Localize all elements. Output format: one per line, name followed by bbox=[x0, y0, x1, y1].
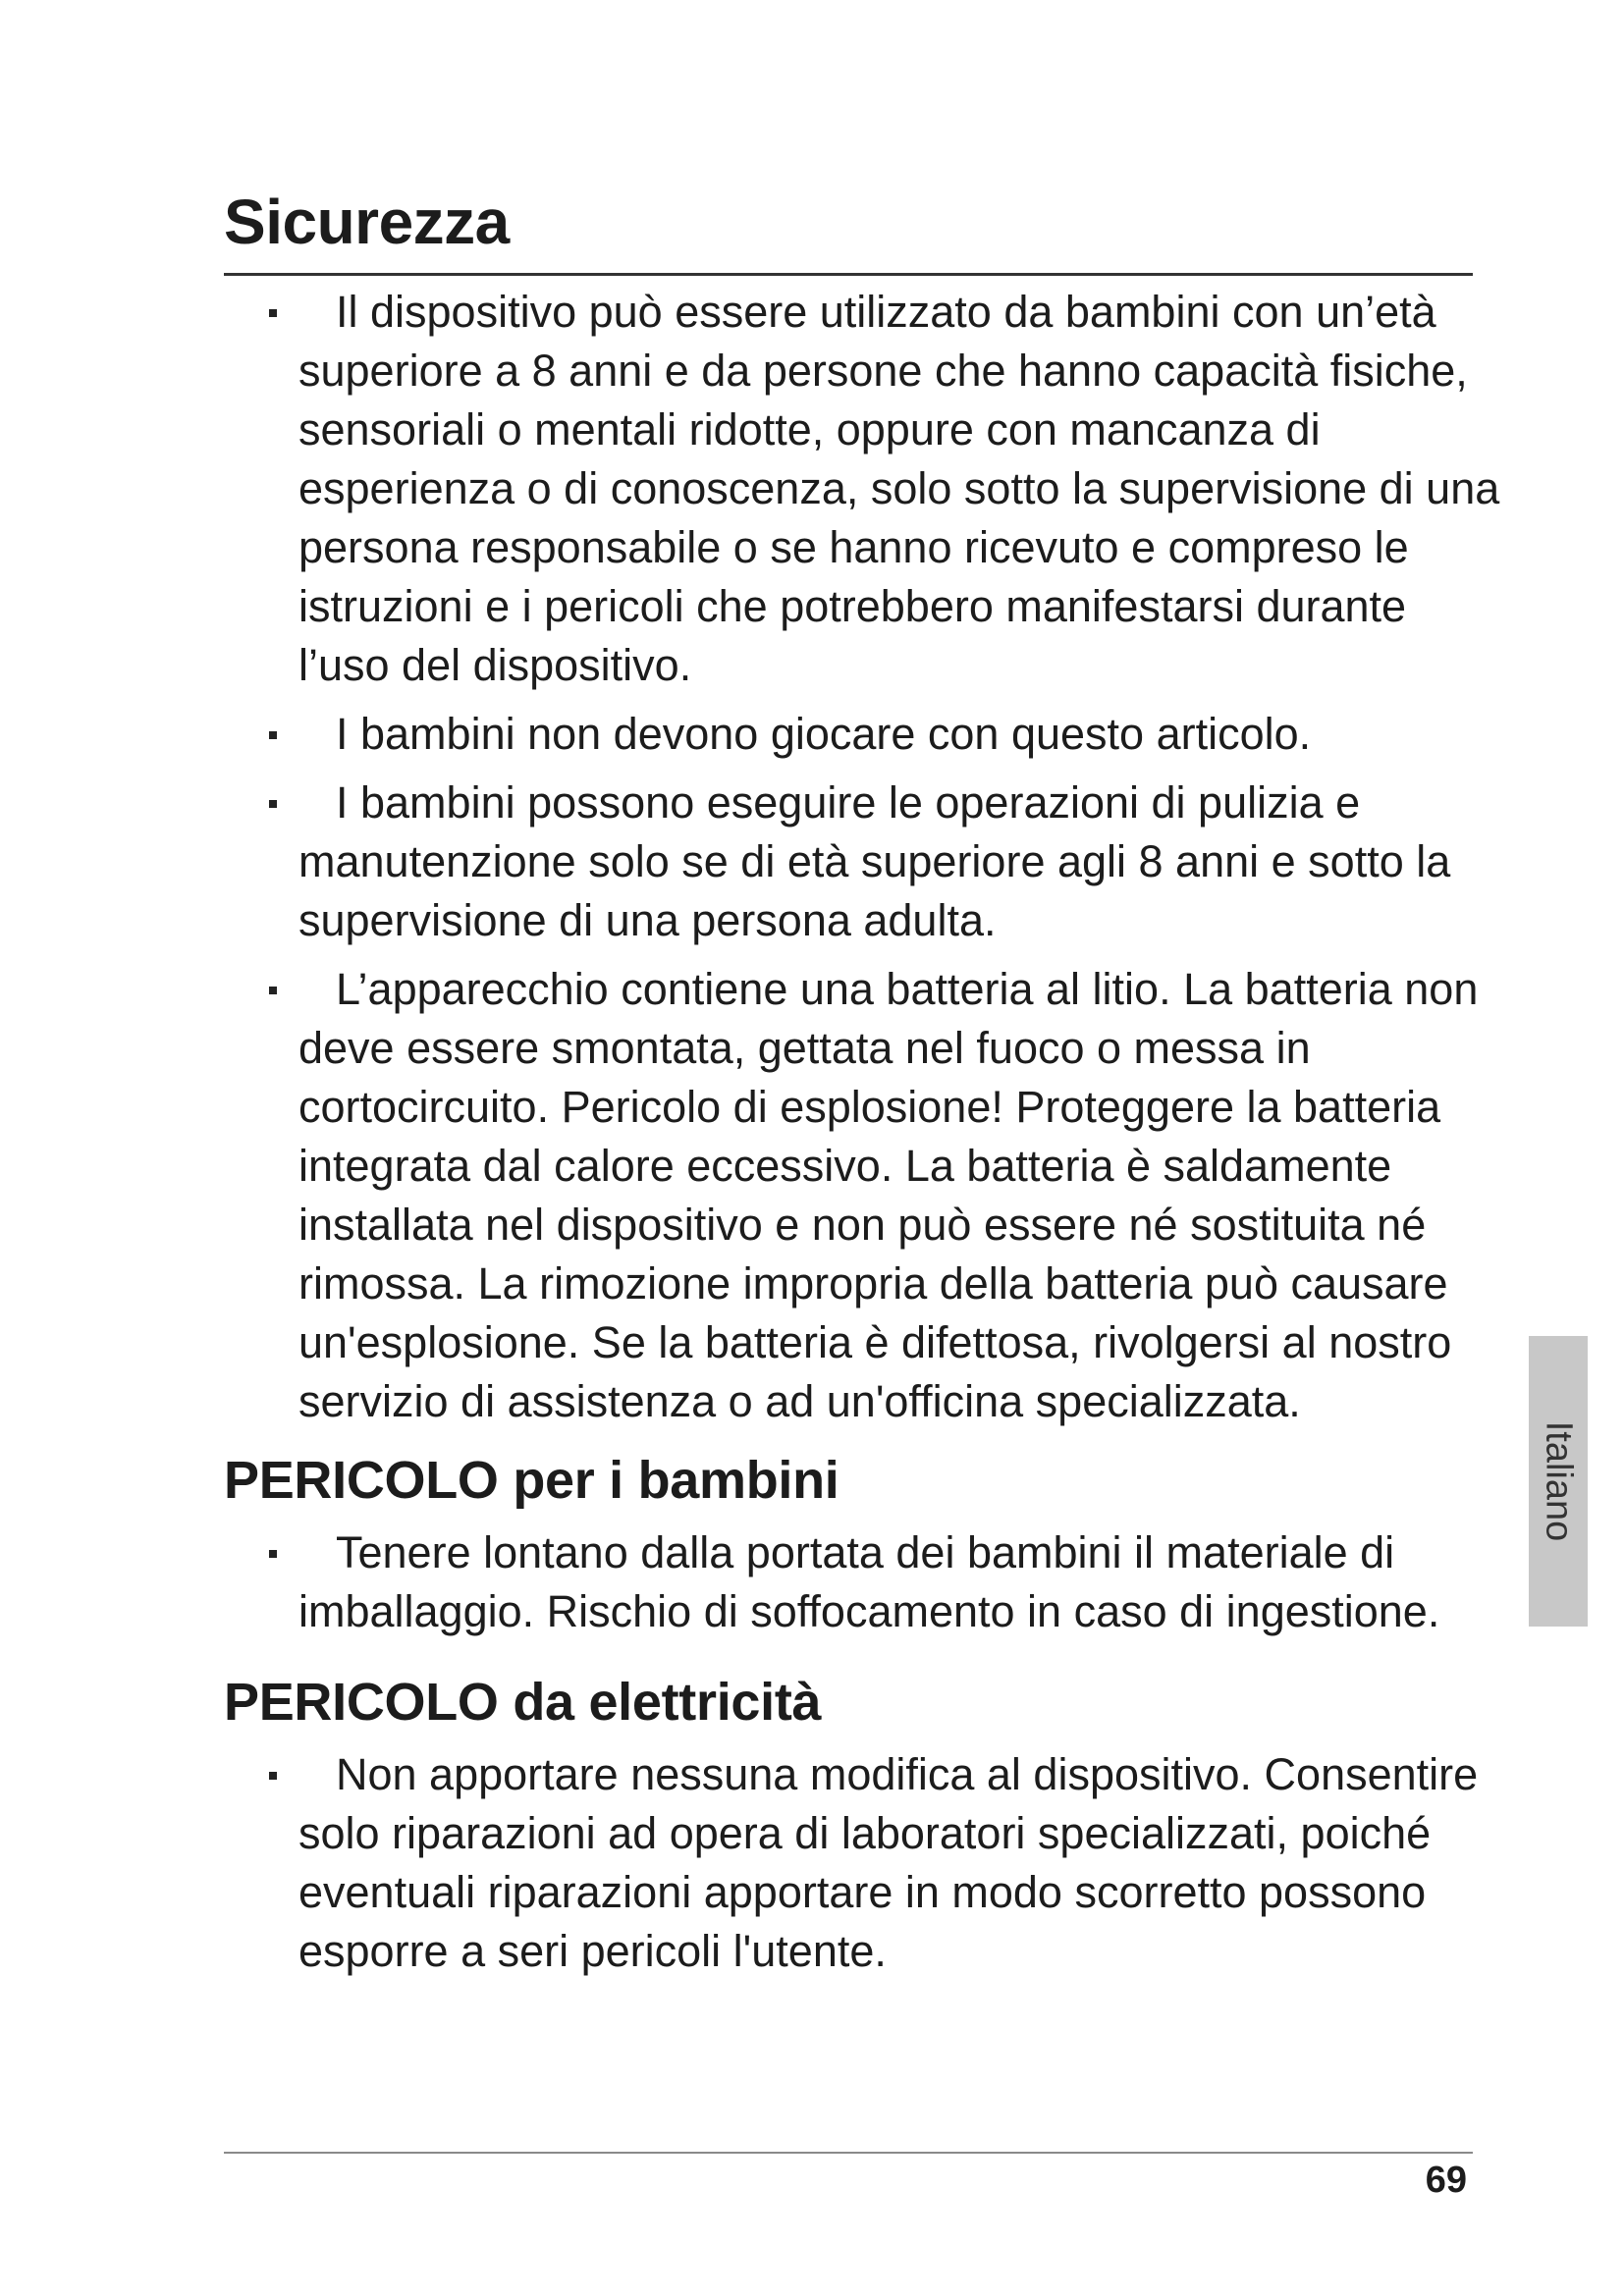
list-item bbox=[224, 1523, 1500, 1641]
item-first-line: I bambini possono eseguire le operazioni di pulizia e bbox=[336, 777, 1361, 828]
page-number: 69 bbox=[1425, 2160, 1467, 2201]
bullet-icon bbox=[269, 987, 277, 994]
item-text: Consentire solo riparazioni ad opera di laboratori specializzati, poiché eventuali riparazioni apportare in modo scorretto possono esporre a seri pericoli l'utente. bbox=[298, 1749, 1479, 1976]
item-text: di imballaggio. Rischio di soffocamento in caso di ingestione. bbox=[298, 1527, 1440, 1636]
bullet-icon bbox=[269, 1772, 277, 1780]
item-text: manutenzione solo se di età superiore agli 8 anni e sotto la supervisione di una persona adulta. bbox=[298, 836, 1451, 945]
section-heading-children: PERICOLO per i bambini bbox=[224, 1451, 839, 1510]
item-text: un’età superiore a 8 anni e da persone che hanno capacità fisiche, sensoriali o mentali ridotte, oppure con mancanza di esperienza o di conoscenza, solo sotto la supervisione di una persona responsabile o se hanno ricevuto e compreso le istruzioni e i pericoli che potrebbero manifestarsi durante l’uso del dispositivo. bbox=[298, 287, 1500, 690]
language-tab-label: Italiano bbox=[1538, 1420, 1580, 1542]
language-tab bbox=[1529, 1336, 1588, 1627]
section-heading-electricity: PERICOLO da elettricità bbox=[224, 1673, 822, 1732]
title-divider bbox=[224, 273, 1473, 276]
footer-divider bbox=[224, 2152, 1473, 2154]
bullet-icon bbox=[269, 1550, 277, 1558]
list-item bbox=[224, 283, 1500, 695]
item-first-line: L’apparecchio contiene una batteria al litio. La batteria bbox=[336, 964, 1392, 1014]
item-first-line: I bambini non devono giocare con questo articolo. bbox=[336, 709, 1312, 759]
page-content bbox=[224, 283, 1500, 1991]
bullet-icon bbox=[269, 731, 277, 739]
list-item bbox=[224, 774, 1500, 950]
item-first-line: Il dispositivo può essere utilizzato da bambini con bbox=[336, 287, 1304, 337]
list-item bbox=[224, 705, 1500, 764]
list-item bbox=[224, 1745, 1500, 1981]
item-first-line: Non apportare nessuna modifica al dispositivo. bbox=[336, 1749, 1253, 1799]
item-first-line: Tenere lontano dalla portata dei bambini il materiale bbox=[336, 1527, 1348, 1577]
list-item bbox=[224, 960, 1500, 1431]
item-text: non deve essere smontata, gettata nel fuoco o messa in cortocircuito. Pericolo di esplosione! Proteggere la batteria integrata dal calore eccessivo. La batteria è saldamente installata nel dispositivo e non può essere né sostituita né rimossa. La rimozione impropria della batteria può causare un'esplosione. Se la batteria è difettosa, rivolgersi al nostro servizio di assistenza o ad un'officina specializzata. bbox=[298, 964, 1479, 1426]
children-danger-list bbox=[224, 1523, 1500, 1641]
bullet-icon bbox=[269, 800, 277, 808]
electricity-danger-list bbox=[224, 1745, 1500, 1981]
bullet-icon bbox=[269, 309, 277, 317]
safety-list bbox=[224, 283, 1500, 1431]
page-title: Sicurezza bbox=[224, 187, 510, 257]
